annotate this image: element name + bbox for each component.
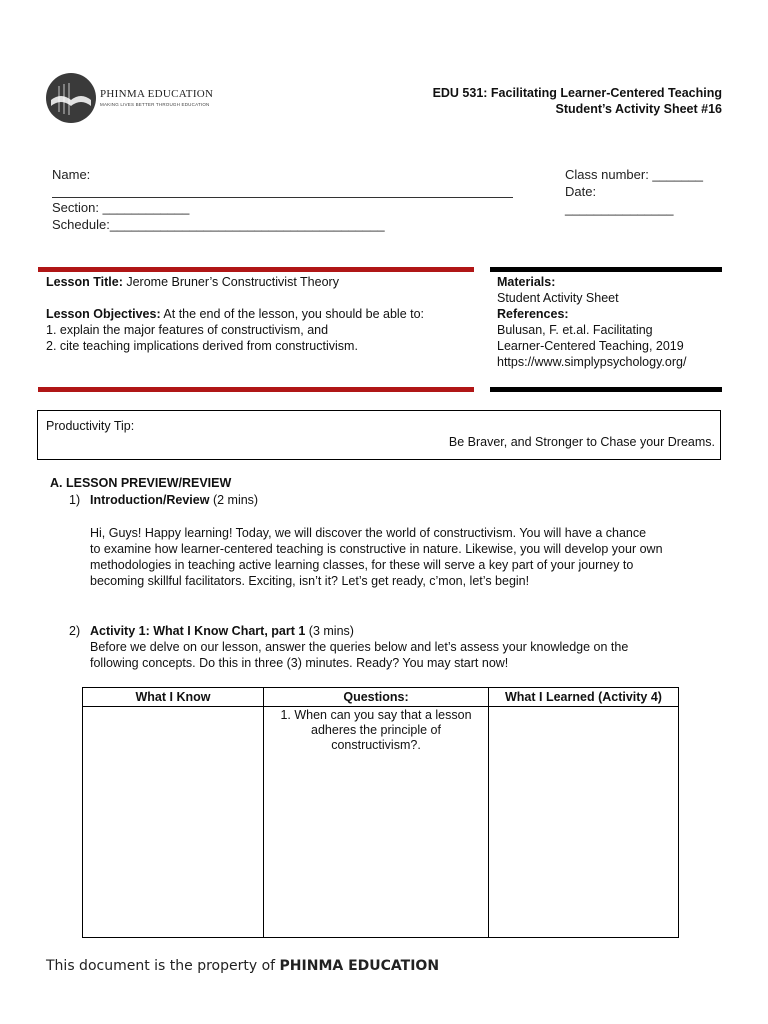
paragraph-line: becoming skillful facilitators. Exciting, isn’t it? Let’s get ready, c’mon, let’s begin! <box>90 574 530 588</box>
what-i-know-cell[interactable] <box>83 707 264 938</box>
table-row <box>83 707 679 938</box>
paragraph-line: Hi, Guys! Happy learning! Today, we will discover the world of constructivism. You will have a chance <box>90 526 647 540</box>
footer-owner: PHINMA EDUCATION <box>279 958 440 974</box>
reference-line: Bulusan, F. et.al. Facilitating <box>497 323 653 337</box>
chart-header-row <box>83 688 679 707</box>
schedule-field[interactable]: Schedule:______________________________________ <box>52 217 385 232</box>
header-what-i-learned: What I Learned (Activity 4) <box>489 688 679 707</box>
paragraph-line: following concepts. Do this in three (3) minutes. Ready? You may start now! <box>90 656 509 670</box>
name-line[interactable] <box>52 197 513 198</box>
objective-item: 2. cite teaching implications derived from constructivism. <box>46 339 358 353</box>
footer-text: This document is the property of <box>46 958 276 974</box>
question-cell <box>264 707 489 938</box>
materials-value: Student Activity Sheet <box>497 291 619 305</box>
item2-time: (3 mins) <box>308 624 354 638</box>
section-a-heading: A. LESSON PREVIEW/REVIEW <box>50 476 232 490</box>
materials-label: Materials: <box>497 275 556 289</box>
lesson-block <box>46 274 476 354</box>
objective-item: 1. explain the major features of constructivism, and <box>46 323 329 337</box>
materials-bottom-bar <box>490 387 722 392</box>
sheet-title: Student’s Activity Sheet #16 <box>555 102 722 116</box>
org-name: PHINMA EDUCATION <box>100 88 214 100</box>
course-header <box>433 85 722 117</box>
item1-body <box>90 525 730 589</box>
footer <box>46 958 439 974</box>
lesson-title: Jerome Bruner’s Constructivist Theory <box>126 275 339 289</box>
header-what-i-know: What I Know <box>83 688 264 707</box>
item1-title: Introduction/Review <box>90 493 210 507</box>
productivity-tip-box <box>37 410 721 460</box>
lesson-bottom-bar <box>38 387 474 392</box>
what-i-know-chart <box>82 687 679 938</box>
lesson-objectives-label: Lesson Objectives: <box>46 307 161 321</box>
name-label: Name: <box>52 167 91 182</box>
item1-heading <box>90 492 258 508</box>
what-i-learned-cell[interactable] <box>489 707 679 938</box>
references-label: References: <box>497 307 569 321</box>
question-line: 1. When can you say that a lesson <box>280 708 472 722</box>
section-field[interactable]: Section: ____________ <box>52 200 190 215</box>
item2-block <box>90 623 730 671</box>
question-line: constructivism?. <box>331 738 421 752</box>
item1-number: 1) <box>69 493 81 507</box>
question-line: adheres the principle of <box>311 723 441 737</box>
date-label: Date: <box>565 184 597 199</box>
date-field[interactable]: _______________ <box>565 201 674 216</box>
item2-number: 2) <box>69 624 81 638</box>
class-number-field[interactable]: Class number: _______ <box>565 167 704 182</box>
lesson-objectives-intro: At the end of the lesson, you should be able to: <box>163 307 425 321</box>
tip-label: Productivity Tip: <box>46 419 135 433</box>
reference-link[interactable]: https://www.simplypsychology.org/ <box>497 355 687 369</box>
lesson-title-label: Lesson Title: <box>46 275 123 289</box>
org-tagline: MAKING LIVES BETTER THROUGH EDUCATION <box>100 102 210 107</box>
materials-block <box>497 274 722 370</box>
materials-top-bar <box>490 267 722 272</box>
paragraph-line: methodologies in teaching active learning classes, for these will serve a key part of your journey to <box>90 558 634 572</box>
reference-line: Learner-Centered Teaching, 2019 <box>497 339 684 353</box>
paragraph-line: Before we delve on our lesson, answer the queries below and let’s assess your knowledge on the <box>90 640 629 654</box>
header-questions: Questions: <box>264 688 489 707</box>
item2-title: Activity 1: What I Know Chart, part 1 <box>90 624 306 638</box>
course-title: EDU 531: Facilitating Learner-Centered Teaching <box>432 86 722 100</box>
lesson-top-bar <box>38 267 474 272</box>
item1-time: (2 mins) <box>212 493 259 507</box>
tip-text: Be Braver, and Stronger to Chase your Dreams. <box>448 435 715 449</box>
paragraph-line: to examine how learner-centered teaching is constructive in nature. Likewise, you will develop your own <box>90 542 663 556</box>
